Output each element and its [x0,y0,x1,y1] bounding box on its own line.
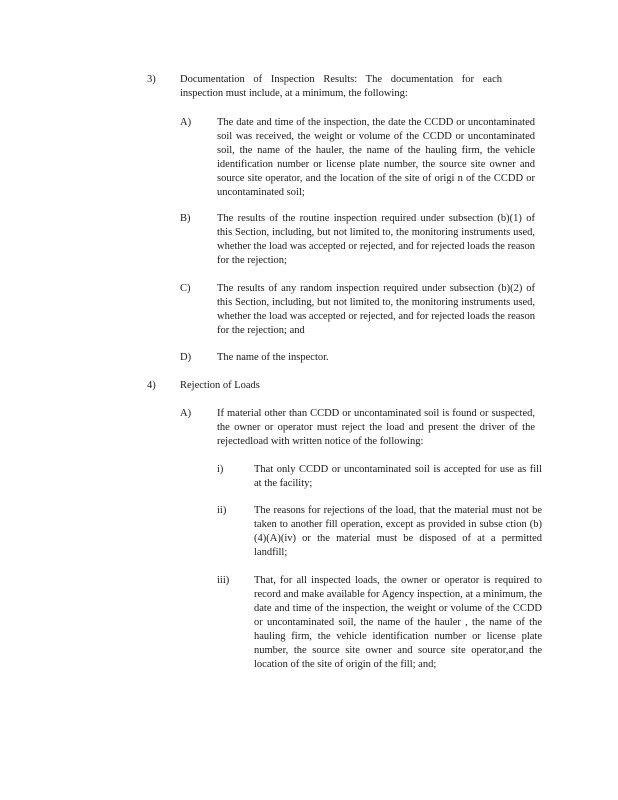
item-marker: A) [180,117,192,128]
item-text: That, for all inspected loads, the owner or operator is required to record and make available for Agency inspection, at a minimum, the date and time of the inspection, the weight or volume of the CCDD or uncontaminated soil, the name of the hauler , the name of the hauling firm, the vehicle identification number or license plate number, the source site owner and source site operator,and the location of the site of origin of the fill; and; [254,575,542,670]
item-text: Documentation of Inspection Results: The documentation for each inspection must include, at a minimum, the following: [180,74,502,99]
item-text: That only CCDD or uncontaminated soil is accepted for use as fill at the facility; [254,464,542,489]
item-text: The date and time of the inspection, the date the CCDD or uncontaminated soil was received, the weight or volume of the CCDD or uncontaminated soil, the name of the hauler, the name of the hauling firm, the vehicle identification number or license plate number, the source site owner and source site operator, and the location of the site of origi n of the CCDD or uncontaminated soil; [217,117,535,198]
item-marker: ii) [217,505,227,516]
item-marker: D) [180,352,192,363]
item-marker: C) [180,283,191,294]
item-marker: iii) [217,575,230,586]
item-marker: i) [217,464,224,475]
item-text: The results of any random inspection required under subsection (b)(2) of this Section, including, but not limited to, the monitoring instruments used, whether the load was accepted or rejected, and for rejected loads the reason for the rejection; and [217,283,535,336]
item-marker: 4) [147,380,156,391]
item-text: The name of the inspector. [217,352,329,363]
item-marker: 3) [147,74,156,85]
item-text: The results of the routine inspection required under subsection (b)(1) of this Section, including, but not limited to, the monitoring instruments used, whether the load was accepted or rejected, and for rejected loads the reason for the rejection; [217,213,535,266]
item-heading: Rejection of Loads [180,380,260,391]
item-marker: B) [180,213,191,224]
item-text: If material other than CCDD or uncontaminated soil is found or suspected, the owner or operator must reject the load and present the driver of the rejectedload with written notice of the following: [217,408,535,447]
item-text: The reasons for rejections of the load, that the material must not be taken to another fill operation, except as provided in subse ction (b)(4)(A)(iv) or the material must be disposed of at a permitted landfill; [254,505,542,558]
item-marker: A) [180,408,192,419]
